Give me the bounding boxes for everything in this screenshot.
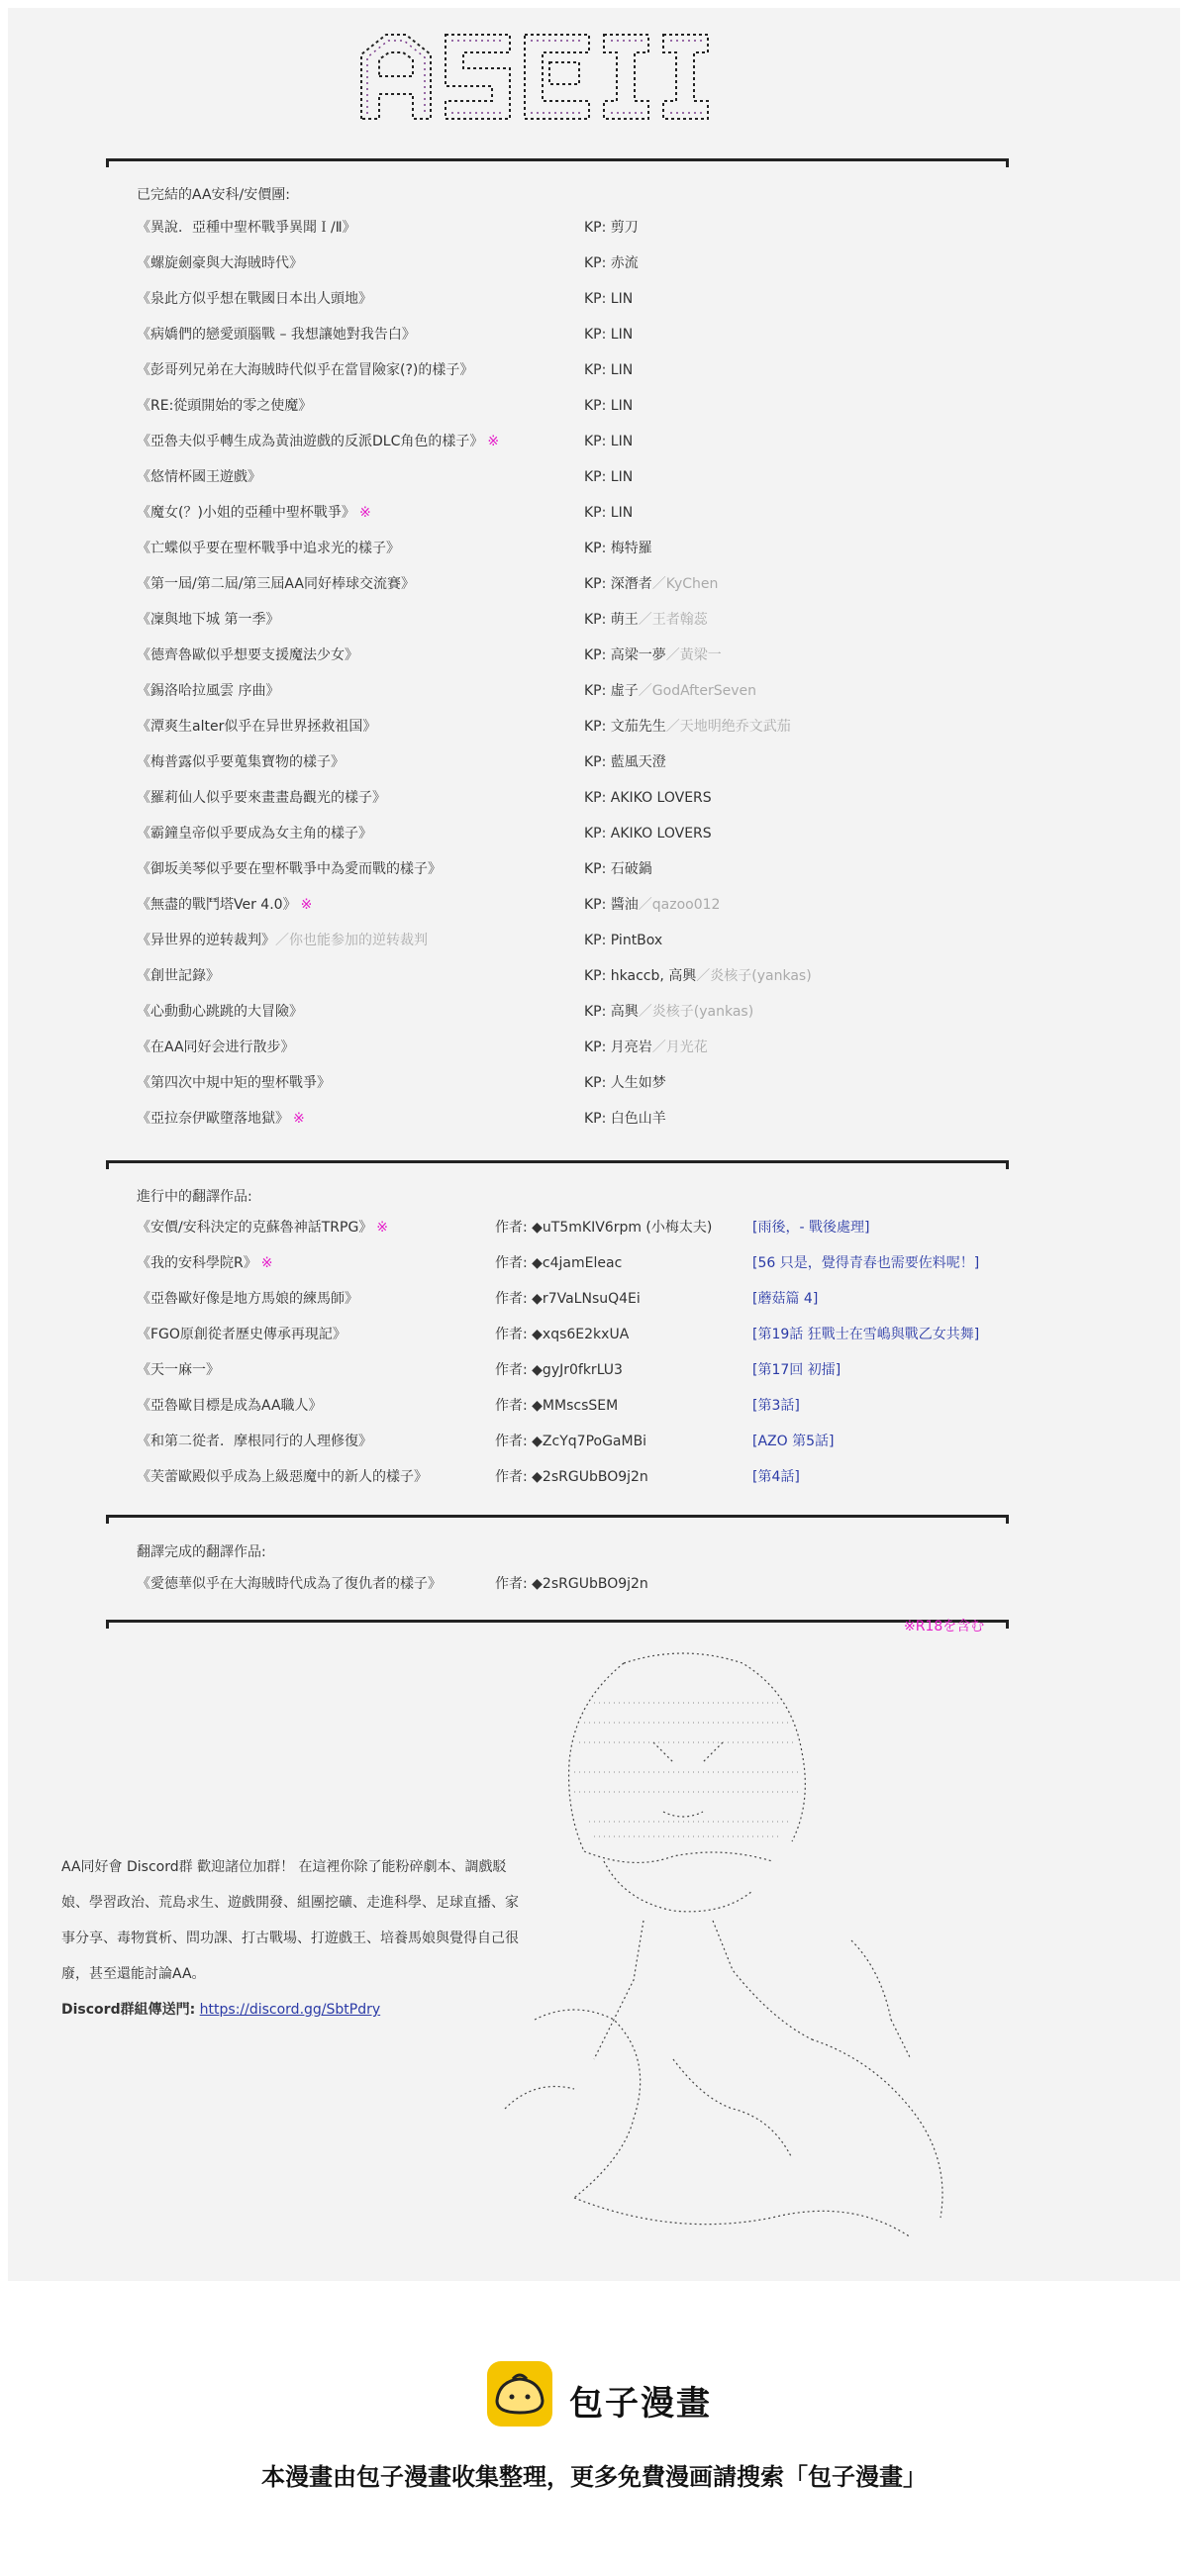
r18-mark: ※ [260, 1255, 273, 1271]
work-title-text: 《彭哥列兄弟在大海賊時代似乎在當冒險家(?)的樣子》 [137, 362, 474, 378]
work-title [137, 744, 345, 780]
work-title [137, 1352, 220, 1388]
kp-text: KP: LIN [584, 362, 634, 378]
work-title [137, 317, 416, 352]
kp-extra: ／王者翰蕊 [638, 612, 708, 628]
kp-name [584, 887, 720, 923]
list-item [137, 923, 1028, 958]
work-title-text: 《亡蝶似乎要在聖杯戰爭中追求光的樣子》 [137, 541, 400, 556]
kp-name [584, 531, 652, 566]
aa-character-art [475, 1643, 1059, 2267]
list-item [137, 816, 1028, 851]
kp-text: KP: 剪刀 [584, 220, 639, 236]
divider [106, 1620, 1009, 1623]
work-title [137, 210, 356, 246]
list-item [137, 1030, 1028, 1065]
list-item [137, 780, 1028, 816]
divider [106, 1515, 1009, 1518]
discord-link[interactable]: https://discord.gg/SbtPdry [199, 2002, 381, 2018]
kp-text: KP: LIN [584, 505, 634, 521]
work-title-text: 《德齊魯歐似乎想要支援魔法少女》 [137, 647, 358, 663]
list-item [137, 1317, 1028, 1352]
kp-name [584, 744, 666, 780]
list-item [137, 1566, 1028, 1602]
work-title [137, 459, 261, 495]
kp-text: KP: 文茄先生 [584, 719, 666, 735]
list-item [137, 1388, 1028, 1424]
work-title [137, 887, 312, 923]
work-title [137, 1030, 295, 1065]
latest-chapter-link[interactable]: [第19話 狂戰士在雪嶋與戰乙女共舞] [752, 1327, 980, 1342]
kp-text: KP: 醬油 [584, 897, 639, 913]
divider [106, 158, 1009, 161]
kp-name [584, 566, 718, 602]
work-title [137, 1210, 388, 1245]
work-title-text: 《天一麻一》 [137, 1362, 220, 1378]
kp-text: KP: LIN [584, 327, 634, 343]
kp-extra: ／天地明绝乔文武茄 [665, 719, 791, 735]
latest-chapter-link[interactable]: [第3話] [752, 1398, 800, 1414]
work-title [137, 851, 442, 887]
work-title [137, 780, 386, 816]
completed-list [137, 210, 1028, 1137]
kp-name [584, 1065, 666, 1101]
list-item [137, 1459, 1028, 1495]
work-title [137, 1424, 372, 1459]
work-title [137, 709, 376, 744]
latest-chapter-link[interactable]: [蘑菇篇 4] [752, 1291, 819, 1307]
work-title-text: 《FGO原創從者歷史傳承再現記》 [137, 1327, 346, 1342]
work-title-text: 《心動動心跳跳的大冒險》 [137, 1004, 303, 1020]
kp-text: KP: 人生如梦 [584, 1075, 666, 1091]
work-title-text: 《RE:從頭開始的零之使魔》 [137, 398, 313, 414]
work-title [137, 1459, 428, 1495]
work-title [137, 566, 415, 602]
kp-name [584, 495, 633, 531]
kp-name [584, 1030, 708, 1065]
work-title-text: 《第一屆/第二屆/第三屆AA同好棒球交流賽》 [137, 576, 415, 592]
kp-text: KP: 深潛者 [584, 576, 652, 592]
list-item [137, 1352, 1028, 1388]
work-title [137, 388, 312, 424]
work-title [137, 673, 279, 709]
list-item [137, 851, 1028, 887]
list-item [137, 887, 1028, 923]
kp-text: KP: AKIKO LOVERS [584, 826, 712, 842]
author-name: 作者: ◆MMscsSEM [495, 1398, 619, 1414]
kp-text: KP: LIN [584, 469, 634, 485]
work-title-text: 《我的安科學院R》 [137, 1255, 257, 1271]
list-item [137, 1210, 1028, 1245]
kp-text: KP: 高興 [584, 1004, 639, 1020]
finished-section-title: 翻譯完成的翻譯作品: [137, 1544, 266, 1560]
kp-name [584, 1101, 666, 1137]
list-item [137, 994, 1028, 1030]
work-title-text: 《御坂美琴似乎要在聖杯戰爭中為愛而戰的樣子》 [137, 861, 442, 877]
work-title [137, 1281, 358, 1317]
work-title: 《愛德華似乎在大海賊時代成為了復仇者的樣子》 [137, 1576, 442, 1592]
kp-text: KP: 梅特羅 [584, 541, 652, 556]
list-item [137, 246, 1028, 281]
work-title-text: 《在AA同好会进行散步》 [137, 1040, 295, 1055]
work-title-text: 《凜與地下城 第一季》 [137, 612, 280, 628]
discord-link-row [61, 1992, 527, 2028]
list-item [137, 1424, 1028, 1459]
work-title [137, 281, 372, 317]
work-title-text: 《异世界的逆转裁判》 [137, 933, 275, 948]
list-item [137, 210, 1028, 246]
kp-text: KP: PintBox [584, 933, 663, 948]
kp-extra: ／qazoo012 [638, 897, 721, 913]
work-title-text: 《亞魯夫似乎轉生成為黃油遊戲的反派DLC角色的樣子》 [137, 434, 484, 449]
work-title [137, 1101, 305, 1137]
kp-text: KP: 白色山羊 [584, 1111, 666, 1127]
list-item [137, 495, 1028, 531]
author-name: 作者: ◆2sRGUbBO9j2n [495, 1576, 648, 1592]
kp-name [584, 602, 708, 638]
work-title [137, 923, 428, 958]
work-title [137, 816, 372, 851]
ongoing-list [137, 1210, 1028, 1495]
kp-text: KP: 石破鍋 [584, 861, 652, 877]
work-title-text: 《無盡的戰鬥塔Ver 4.0》 [137, 897, 297, 913]
work-title [137, 246, 303, 281]
kp-name [584, 958, 812, 994]
r18-mark: ※ [300, 897, 313, 913]
work-title-text: 《亞魯歐目標是成為AA職人》 [137, 1398, 323, 1414]
list-item [137, 638, 1028, 673]
kp-name [584, 246, 639, 281]
author-name: 作者: ◆uT5mKIV6rpm (小梅太夫) [495, 1220, 713, 1236]
work-title-text: 《羅莉仙人似乎要來畫畫島觀光的樣子》 [137, 790, 386, 806]
work-title-text: 《錫洛哈拉風雲 序曲》 [137, 683, 280, 699]
list-item [137, 709, 1028, 744]
work-title-text: 《潭爽生alter似乎在异世界拯救祖国》 [137, 719, 377, 735]
kp-text: KP: 藍風天澄 [584, 754, 666, 770]
discord-block [61, 1849, 527, 2028]
kp-text: KP: 月亮岩 [584, 1040, 652, 1055]
completed-section-title: 已完結的AA安科/安價團: [137, 187, 290, 203]
list-item [137, 424, 1028, 459]
baozi-logo-icon [485, 2359, 554, 2428]
r18-mark: ※ [487, 434, 500, 449]
kp-text: KP: hkaccb, 高興 [584, 968, 697, 984]
footer-notice: 本漫畫由包子漫畫收集整理，更多免費漫画請搜索「包子漫畫」 [261, 2463, 927, 2491]
kp-extra: ／月光花 [651, 1040, 708, 1055]
work-title [137, 1065, 331, 1101]
kp-name [584, 673, 756, 709]
list-item [137, 1245, 1028, 1281]
list-item [137, 531, 1028, 566]
kp-text: KP: 赤流 [584, 255, 639, 271]
work-title [137, 495, 371, 531]
work-title [137, 1317, 346, 1352]
kp-text: KP: 虛子 [584, 683, 639, 699]
author-name: 作者: ◆c4jamEleac [495, 1255, 623, 1271]
list-item [137, 744, 1028, 780]
work-title [137, 994, 303, 1030]
work-title-text: 《梅普露似乎要蒐集寶物的樣子》 [137, 754, 345, 770]
work-title [137, 958, 220, 994]
kp-name [584, 923, 662, 958]
list-item [137, 602, 1028, 638]
work-title [137, 424, 499, 459]
list-item [137, 281, 1028, 317]
kp-extra: ／炎核子(yankas) [696, 968, 812, 984]
work-title-text: 《螺旋劍豪與大海賊時代》 [137, 255, 303, 271]
kp-name [584, 994, 753, 1030]
kp-text: KP: AKIKO LOVERS [584, 790, 712, 806]
work-title [137, 352, 473, 388]
kp-name [584, 424, 633, 459]
kp-text: KP: 萌王 [584, 612, 639, 628]
latest-chapter-link[interactable]: [第17回 初擂] [752, 1362, 842, 1378]
author-name: 作者: ◆ZcYq7PoGaMBi [495, 1434, 647, 1449]
work-title [137, 531, 400, 566]
author-name: 作者: ◆gyJr0fkrLU3 [495, 1362, 623, 1378]
work-title-text: 《異說．亞種中聖杯戰爭異聞Ｉ/Ⅱ》 [137, 220, 356, 236]
work-title-text: 《亞拉奈伊歐墮落地獄》 [137, 1111, 289, 1127]
kp-name [584, 388, 633, 424]
list-item [137, 352, 1028, 388]
work-title-text: 《安價/安科決定的克蘇魯神話TRPG》 [137, 1220, 373, 1236]
list-item [137, 459, 1028, 495]
latest-chapter-link[interactable]: [AZO 第5話] [752, 1434, 835, 1449]
work-title-text: 《和第二從者．摩根同行的人理修復》 [137, 1434, 372, 1449]
kp-extra: ／GodAfterSeven [638, 683, 756, 699]
work-title-text: 《悠情杯國王遊戲》 [137, 469, 261, 485]
list-item [137, 1065, 1028, 1101]
work-title-text: 《魔女(？)小姐的亞種中聖杯戰爭》 [137, 505, 355, 521]
kp-name [584, 210, 639, 246]
finished-list [137, 1566, 1028, 1602]
list-item [137, 1281, 1028, 1317]
latest-chapter-link[interactable]: [56 只是，覺得青春也需要佐料呢！] [752, 1255, 980, 1271]
kp-text: KP: LIN [584, 291, 634, 307]
kp-name [584, 851, 652, 887]
list-item [137, 566, 1028, 602]
ascii-logo [351, 25, 747, 129]
kp-name [584, 459, 633, 495]
list-item [137, 958, 1028, 994]
kp-extra: ／炎核子(yankas) [638, 1004, 754, 1020]
r18-mark: ※ [293, 1111, 305, 1127]
kp-name [584, 816, 712, 851]
kp-extra: ／KyChen [651, 576, 719, 592]
kp-text: KP: LIN [584, 398, 634, 414]
list-item [137, 1101, 1028, 1137]
work-title-text: 《霸鐘皇帝似乎要成為女主角的樣子》 [137, 826, 372, 842]
work-title [137, 1388, 323, 1424]
kp-name [584, 317, 633, 352]
latest-chapter-link[interactable]: [第4話] [752, 1469, 800, 1485]
author-name: 作者: ◆xqs6E2kxUA [495, 1327, 630, 1342]
list-item [137, 673, 1028, 709]
kp-name [584, 352, 633, 388]
work-title-text: 《亞魯歐好像是地方馬娘的練馬師》 [137, 1291, 358, 1307]
kp-name [584, 638, 722, 673]
kp-text: KP: 高梁一夢 [584, 647, 666, 663]
r18-mark: ※ [376, 1220, 389, 1236]
author-name: 作者: ◆2sRGUbBO9j2n [495, 1469, 648, 1485]
discord-description: AA同好會 Discord群 歡迎諸位加群！ 在這裡你除了能粉碎劇本、調戲駁娘、學習政治、荒島求生、遊戲開發、組團挖礦、走進科學、足球直播、家事分享、毒物賞析、問功課、打古戰場、打遊戲王、培養馬娘與覺得自己很廢，甚至還能討論AA。 [61, 1859, 519, 1982]
latest-chapter-link[interactable]: [雨後，- 戰後處理] [752, 1220, 870, 1236]
kp-extra: ／黃梁一 [665, 647, 722, 663]
work-title-text: 《病嬌們的戀愛頭腦戰 – 我想讓她對我告白》 [137, 327, 416, 343]
work-title-text: 《芙蕾歐殿似乎成為上級惡魔中的新人的樣子》 [137, 1469, 428, 1485]
kp-name [584, 709, 791, 744]
work-title-text: 《泉此方似乎想在戰國日本出人頭地》 [137, 291, 372, 307]
kp-name [584, 281, 633, 317]
work-title-extra: ／你也能参加的逆转裁判 [275, 933, 428, 948]
kp-name [584, 780, 712, 816]
author-name: 作者: ◆r7VaLNsuQ4Ei [495, 1291, 641, 1307]
work-title-text: 《創世記錄》 [137, 968, 220, 984]
work-title [137, 602, 279, 638]
list-item [137, 388, 1028, 424]
divider [106, 1160, 1009, 1163]
list-item [137, 317, 1028, 352]
r18-mark: ※ [358, 505, 371, 521]
work-title [137, 1245, 272, 1281]
brand-name: 包子漫畫 [569, 2384, 712, 2424]
discord-link-label: Discord群組傳送門: [61, 2002, 196, 2018]
ongoing-section-title: 進行中的翻譯作品: [137, 1189, 252, 1205]
work-title [137, 638, 358, 673]
work-title-text: 《第四次中規中矩的聖杯戰爭》 [137, 1075, 331, 1091]
r18-note: ※R18を含む [904, 1619, 985, 1635]
kp-text: KP: LIN [584, 434, 634, 449]
